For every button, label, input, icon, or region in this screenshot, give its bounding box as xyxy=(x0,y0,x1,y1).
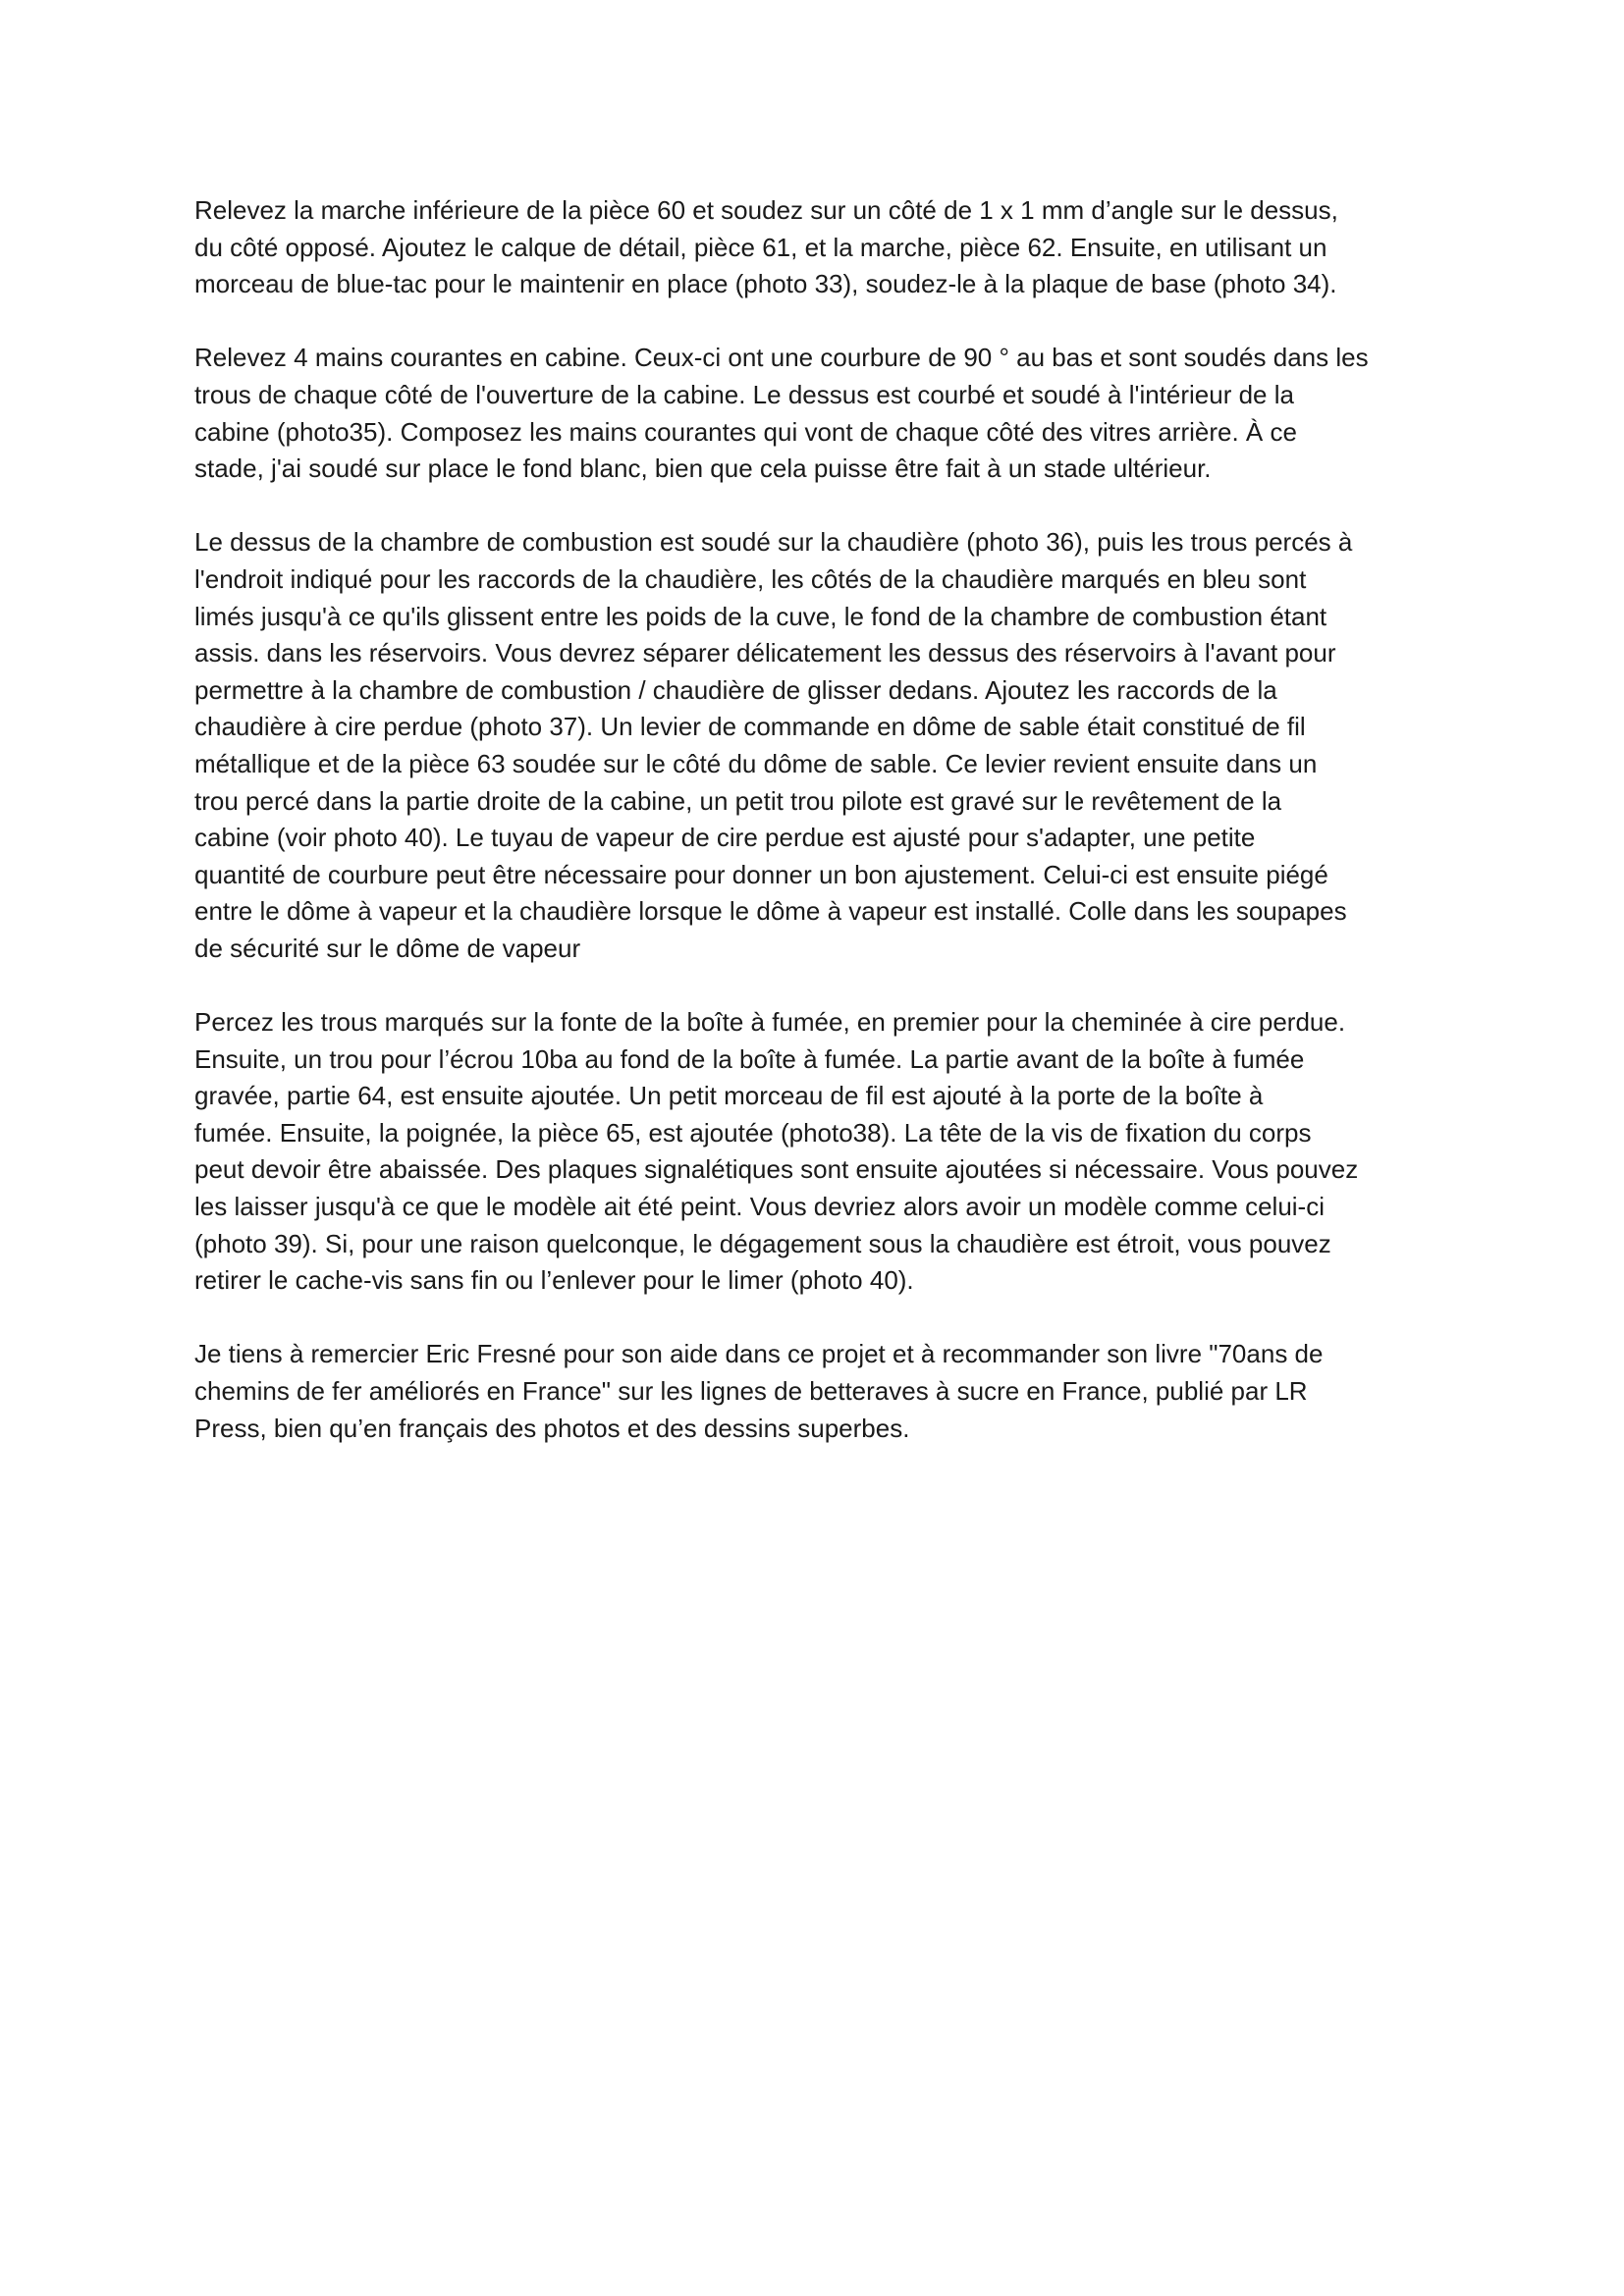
document-body xyxy=(194,192,1461,1447)
paragraph-mains-courantes: Relevez 4 mains courantes en cabine. Ceux-ci ont une courbure de 90 ° au bas et sont soudés dans les trous de chaque côté de l'ouverture de la cabine. Le dessus est courbé et soudé à l'intérieur de la cabine (photo35). Composez les mains courantes qui vont de chaque côté des vitres arrière. À ce stade, j'ai soudé sur place le fond blanc, bien que cela puisse être fait à un stade ultérieur. xyxy=(194,343,1369,484)
paragraph-boite-fumee: Percez les trous marqués sur la fonte de la boîte à fumée, en premier pour la cheminée à cire perdue. Ensuite, un trou pour l’écrou 10ba au fond de la boîte à fumée. La partie avant de la boîte à fumée gravée, partie 64, est ensuite ajoutée. Un petit morceau de fil est ajouté à la porte de la boîte à fumée. Ensuite, la poignée, la pièce 65, est ajoutée (photo38). La tête de la vis de fixation du corps peut devoir être abaissée. Des plaques signalétiques sont ensuite ajoutées si nécessaire. Vous pouvez les laisser jusqu'à ce que le modèle ait été peint. Vous devriez alors avoir un modèle comme celui-ci (photo 39). Si, pour une raison quelconque, le dégagement sous la chaudière est étroit, vous pouvez retirer le cache-vis sans fin ou l’enlever pour le limer (photo 40). xyxy=(194,1007,1359,1296)
paragraph-step-marche: Relevez la marche inférieure de la pièce 60 et soudez sur un côté de 1 x 1 mm d’angle sur le dessus, du côté opposé. Ajoutez le calque de détail, pièce 61, et la marche, pièce 62. Ensuite, en utilisant un morceau de blue-tac pour le maintenir en place (photo 33), soudez-le à la plaque de base (photo 34). xyxy=(194,195,1338,299)
paragraph-remerciements: Je tiens à remercier Eric Fresné pour son aide dans ce projet et à recommander son livre "70ans de chemins de fer améliorés en France" sur les lignes de betteraves à sucre en France, publié par LR Press, bien qu’en français des photos et des dessins superbes. xyxy=(194,1339,1324,1443)
paragraph-chambre-combustion: Le dessus de la chambre de combustion est soudé sur la chaudière (photo 36), puis les trous percés à l'endroit indiqué pour les raccords de la chaudière, les côtés de la chaudière marqués en bleu sont limés jusqu'à ce qu'ils glissent entre les poids de la cuve, le fond de la chambre de combustion étant assis. dans les réservoirs. Vous devrez séparer délicatement les dessus des réservoirs à l'avant pour permettre à la chambre de combustion / chaudière de glisser dedans. Ajoutez les raccords de la chaudière à cire perdue (photo 37). Un levier de commande en dôme de sable était constitué de fil métallique et de la pièce 63 soudée sur le côté du dôme de sable. Ce levier revient ensuite dans un trou percé dans la partie droite de la cabine, un petit trou pilote est gravé sur le revêtement de la cabine (voir photo 40). Le tuyau de vapeur de cire perdue est ajusté pour s'adapter, une petite quantité de courbure peut être nécessaire pour donner un bon ajustement. Celui-ci est ensuite piégé entre le dôme à vapeur et la chaudière lorsque le dôme à vapeur est installé. Colle dans les soupapes de sécurité sur le dôme de vapeur xyxy=(194,527,1353,963)
